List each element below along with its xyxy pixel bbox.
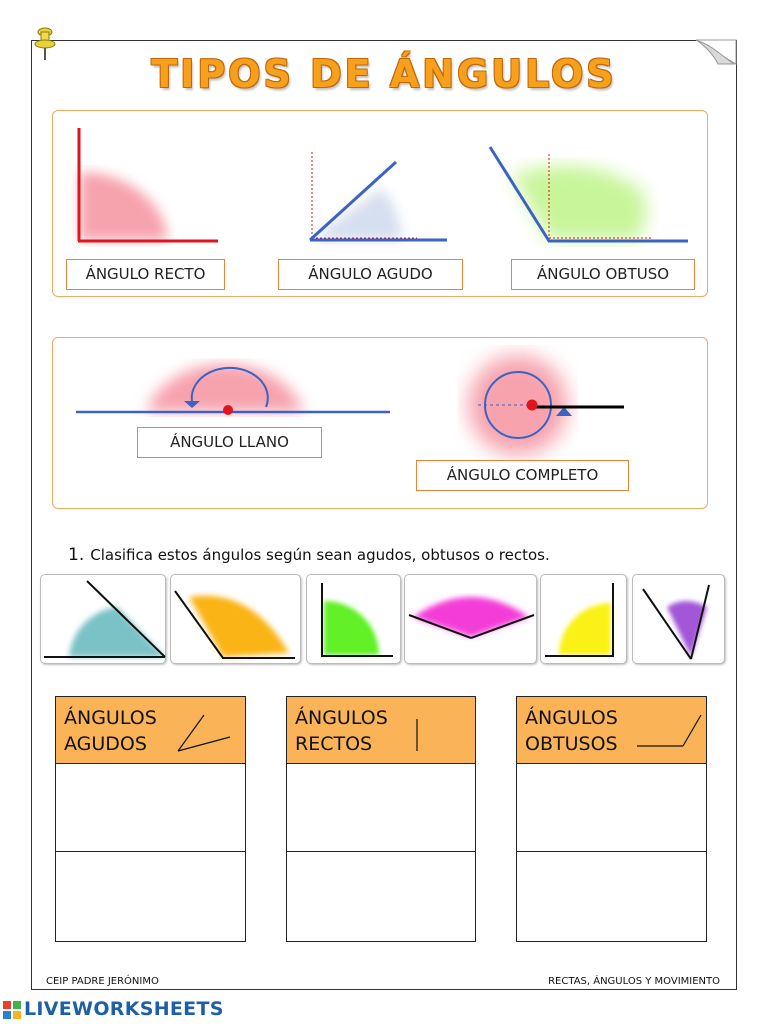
table-obtusos-title-2: OBTUSOS — [525, 733, 618, 755]
full-angle-area — [468, 355, 568, 455]
table-rectos-header — [287, 697, 475, 764]
angle-tile-5[interactable] — [540, 574, 627, 664]
table-rectos-cell-2[interactable] — [287, 853, 474, 939]
angle-tile-4[interactable] — [404, 574, 537, 664]
table-agudos-title-1: ÁNGULOS — [64, 707, 157, 729]
table-rectos-cell-1[interactable] — [287, 765, 474, 851]
table-obtusos — [516, 696, 707, 942]
acute-angle-purple — [633, 575, 726, 665]
label-angulo-obtuso: ÁNGULO OBTUSO — [511, 259, 695, 290]
exercise-number: 1. — [68, 545, 85, 565]
right-angle-icon — [411, 717, 423, 753]
table-rectos-title-2: RECTOS — [295, 733, 373, 755]
right-angle-green — [307, 575, 402, 665]
right-angle-yellow — [541, 575, 628, 665]
table-rectos-title-1: ÁNGULOS — [295, 707, 388, 729]
acute-angle-icon — [174, 711, 234, 755]
straight-angle-arc — [146, 364, 304, 412]
angle-tile-1[interactable] — [40, 574, 166, 664]
label-angulo-agudo: ÁNGULO AGUDO — [278, 259, 463, 290]
obtuse-angle-icon — [635, 711, 703, 751]
label-angulo-completo: ÁNGULO COMPLETO — [416, 460, 629, 491]
right-angle-arc — [80, 172, 168, 240]
angle-tile-6[interactable] — [632, 574, 725, 664]
obtuse-angle-magenta — [405, 575, 538, 665]
table-rectos — [286, 696, 476, 942]
table-agudos — [55, 696, 246, 942]
table-agudos-cell-2[interactable] — [56, 853, 244, 939]
acute-angle-arc — [310, 188, 402, 240]
exercise-text: Clasifica estos ángulos según sean agudos, obtusos o rectos. — [90, 546, 550, 564]
folded-corner — [696, 38, 740, 68]
liveworksheets-brand[interactable]: LIVEWORKSHEETS — [24, 998, 224, 1020]
straight-angle-vertex — [223, 405, 233, 415]
table-agudos-header — [56, 697, 245, 764]
obtuse-angle-orange — [171, 575, 302, 665]
table-obtusos-header — [517, 697, 706, 764]
table-obtusos-title-1: ÁNGULOS — [525, 707, 618, 729]
angle-tile-3[interactable] — [306, 574, 401, 664]
table-obtusos-cell-1[interactable] — [517, 765, 705, 851]
table-obtusos-cell-2[interactable] — [517, 853, 705, 939]
label-angulo-recto: ÁNGULO RECTO — [66, 259, 225, 290]
angle-tile-2[interactable] — [170, 574, 301, 664]
liveworksheets-logo-icon — [3, 1001, 25, 1019]
footer-school: CEIP PADRE JERÓNIMO — [46, 976, 159, 987]
exercise-instruction — [68, 545, 550, 565]
obtuse-angle-arc — [512, 165, 646, 240]
page-title: TIPOS DE ÁNGULOS — [151, 52, 617, 96]
table-agudos-title-2: AGUDOS — [64, 733, 147, 755]
pushpin-icon — [32, 26, 60, 64]
full-angle-vertex — [527, 400, 538, 411]
table-agudos-cell-1[interactable] — [56, 765, 244, 851]
label-angulo-llano: ÁNGULO LLANO — [137, 427, 322, 458]
footer-unit: RECTAS, ÁNGULOS Y MOVIMIENTO — [548, 976, 720, 987]
obtuse-angle-cyan — [41, 575, 167, 665]
